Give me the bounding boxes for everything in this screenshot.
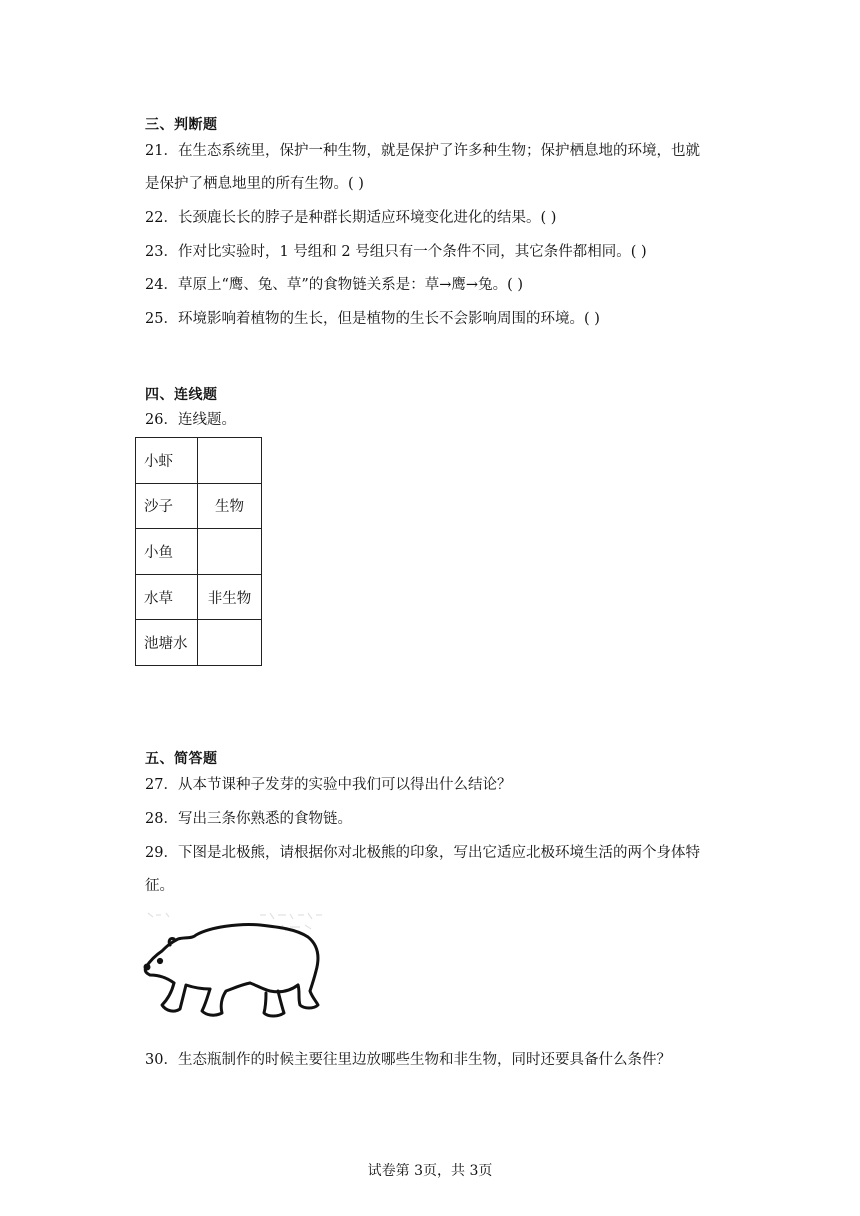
section-title-judge: 三、判断题 <box>145 117 218 133</box>
match-right-item: 生物 <box>198 483 262 529</box>
polar-bear-illustration <box>140 905 330 1021</box>
table-row <box>136 483 262 529</box>
matching-table <box>135 437 262 666</box>
question-25: 25．环境影响着植物的生长，但是植物的生长不会影响周围的环境。( ) <box>145 311 600 327</box>
match-right-item: 非生物 <box>198 574 262 620</box>
question-22: 22．长颈鹿长长的脖子是种群长期适应环境变化进化的结果。( ) <box>145 210 557 226</box>
question-24: 24．草原上“鹰、兔、草”的食物链关系是：草→鹰→兔。( ) <box>145 277 523 293</box>
match-left-item: 沙子 <box>136 483 198 529</box>
question-29-line-1: 29．下图是北极熊，请根据你对北极熊的印象，写出它适应北极环境生活的两个身体特 <box>145 845 700 861</box>
page-footer: 试卷第 3页，共 3页 <box>367 1163 493 1179</box>
question-30: 30．生态瓶制作的时候主要往里边放哪些生物和非生物，同时还要具备什么条件？ <box>145 1052 671 1068</box>
table-row <box>136 574 262 620</box>
match-left-item: 池塘水 <box>136 620 198 666</box>
question-29-line-2: 征。 <box>145 878 174 894</box>
table-row <box>136 620 262 666</box>
question-21-line-2: 是保护了栖息地里的所有生物。( ) <box>145 176 364 192</box>
match-left-item: 小鱼 <box>136 529 198 575</box>
question-23: 23．作对比实验时，1 号组和 2 号组只有一个条件不同，其它条件都相同。( ) <box>145 244 647 260</box>
faint-background-marks <box>148 913 322 931</box>
section-title-short-answer: 五、简答题 <box>145 751 218 767</box>
match-right-item <box>198 438 262 484</box>
match-right-item <box>198 529 262 575</box>
match-left-item: 小虾 <box>136 438 198 484</box>
match-left-item: 水草 <box>136 574 198 620</box>
question-27: 27．从本节课种子发芽的实验中我们可以得出什么结论？ <box>145 777 512 793</box>
question-26: 26．连线题。 <box>145 412 236 428</box>
match-right-item <box>198 620 262 666</box>
table-row <box>136 438 262 484</box>
question-21-line-1: 21．在生态系统里，保护一种生物，就是保护了许多种生物；保护栖息地的环境，也就 <box>145 143 700 159</box>
question-28: 28．写出三条你熟悉的食物链。 <box>145 811 352 827</box>
table-row <box>136 529 262 575</box>
section-title-match: 四、连线题 <box>145 387 218 403</box>
